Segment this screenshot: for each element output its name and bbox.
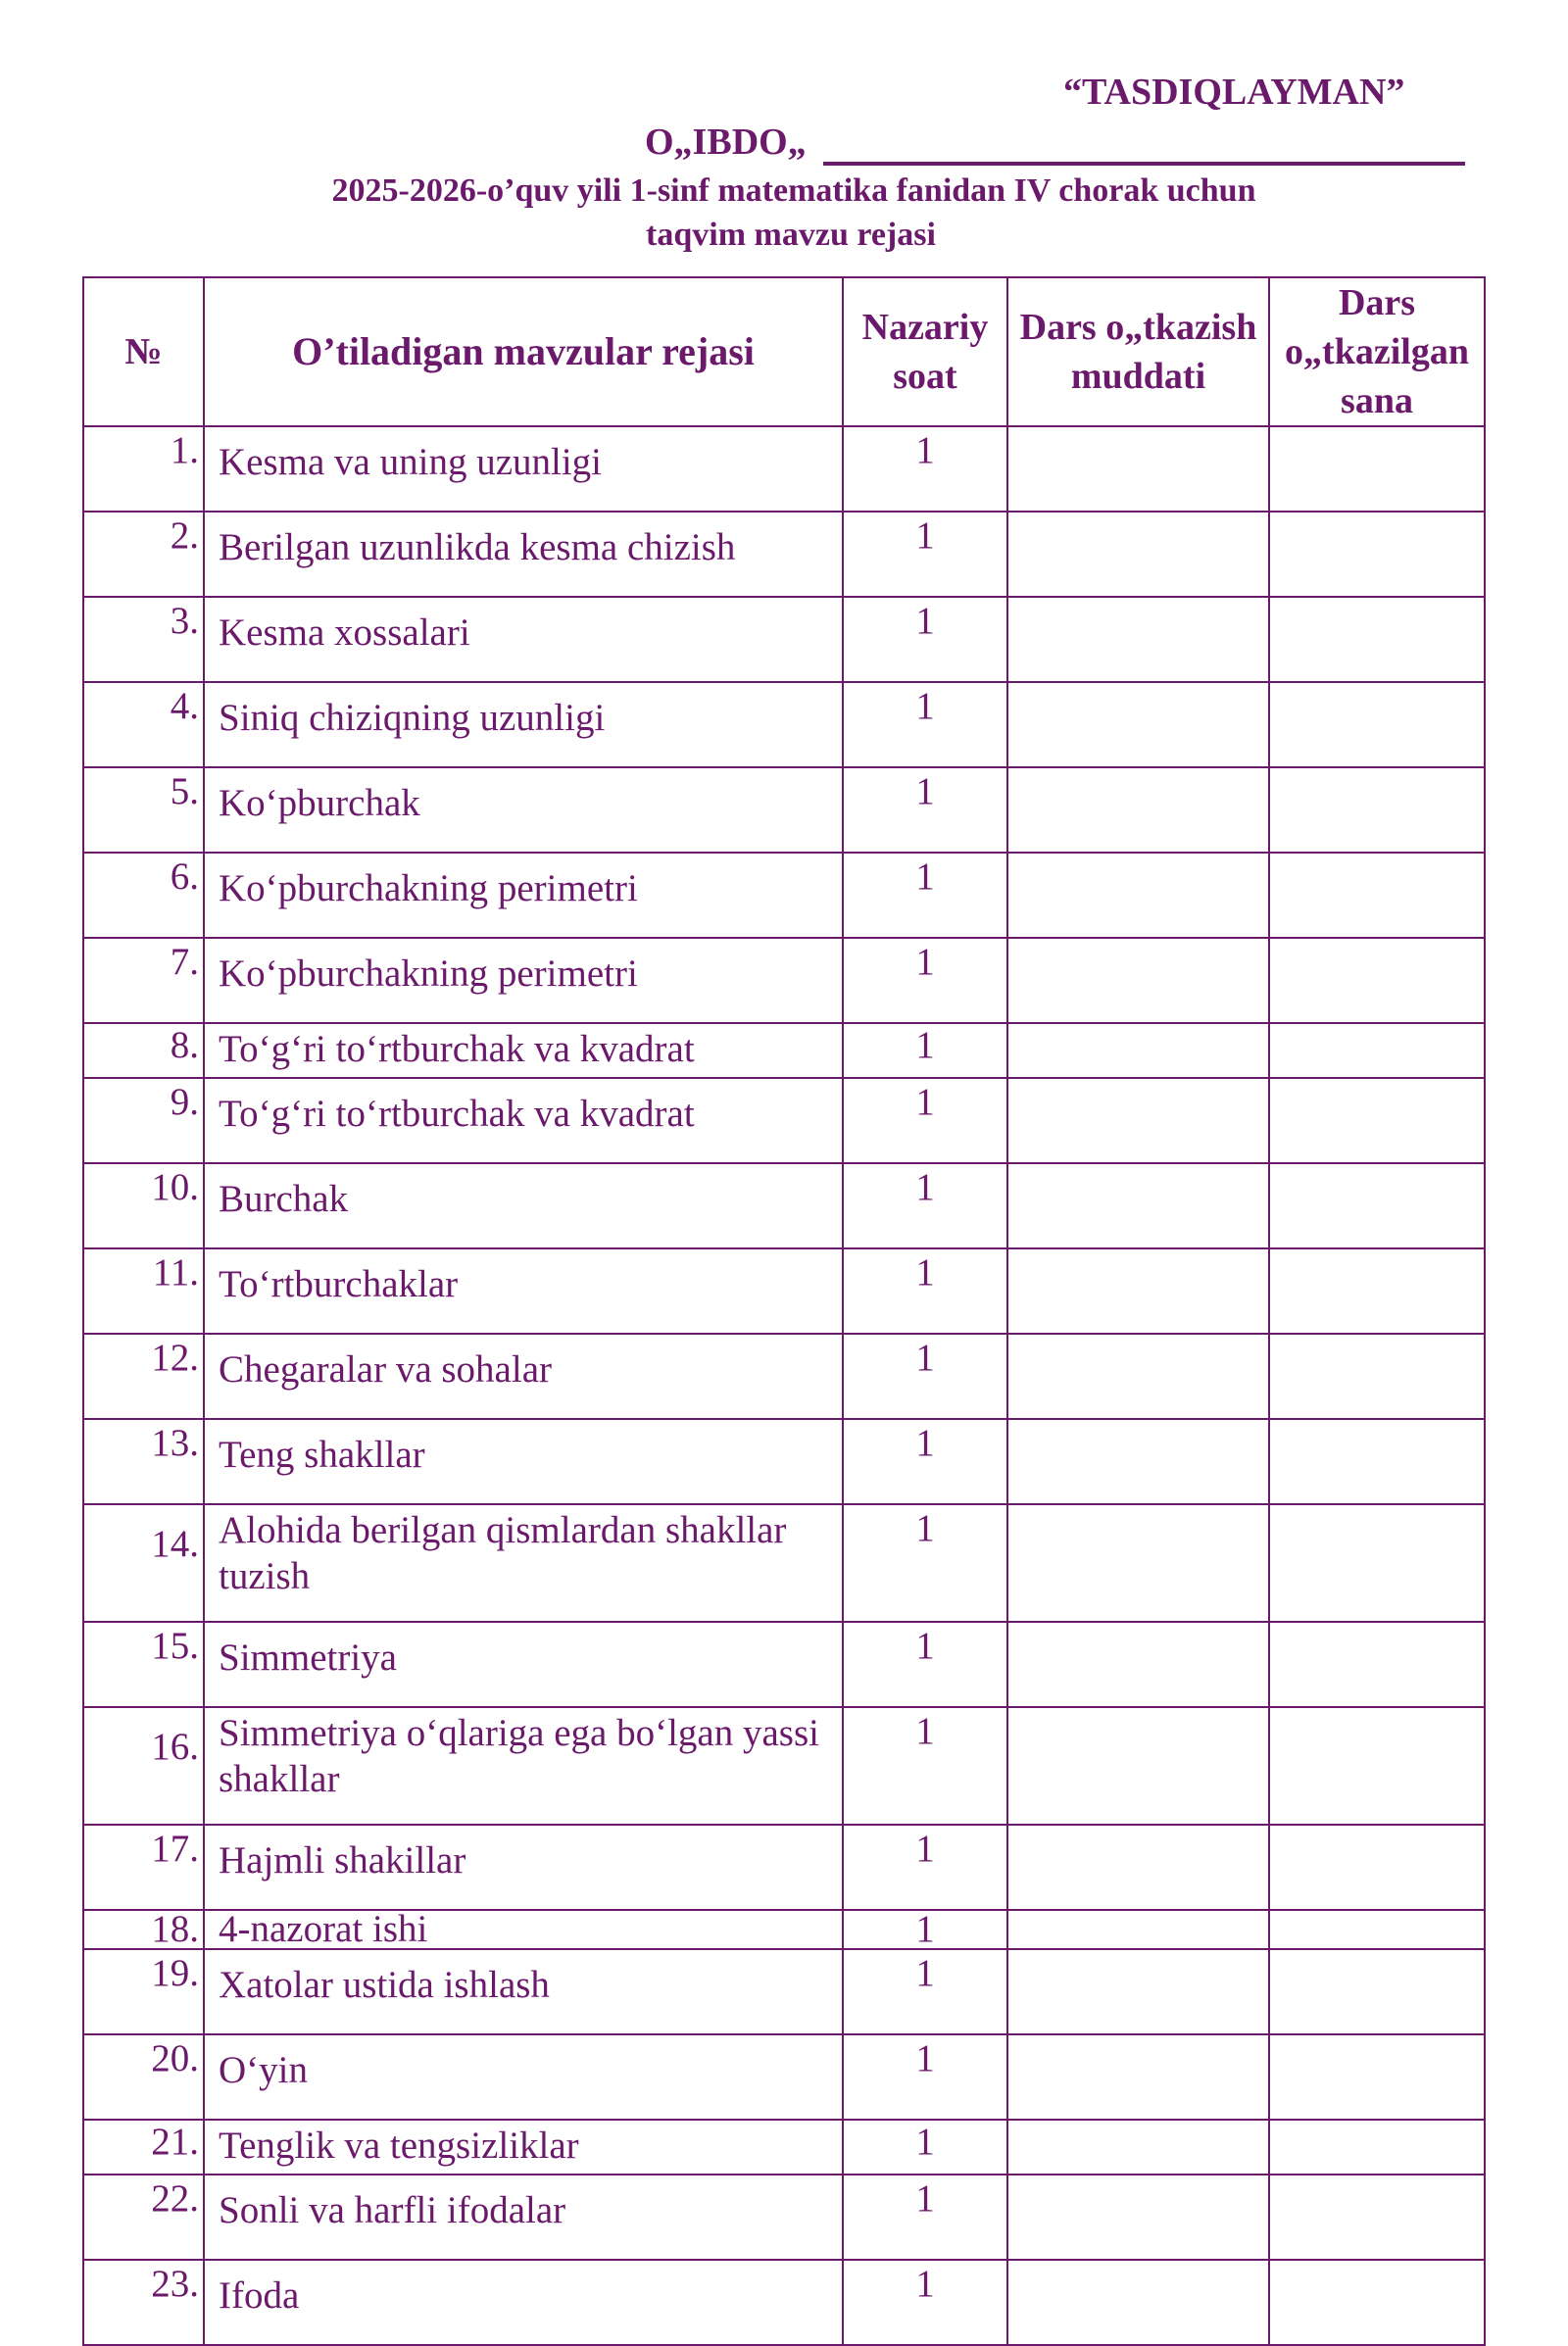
row-planned-date[interactable] bbox=[1007, 1334, 1269, 1419]
row-hours: 1 bbox=[843, 512, 1007, 597]
row-topic: Tenglik va tengsizliklar bbox=[204, 2120, 843, 2175]
row-planned-date[interactable] bbox=[1007, 938, 1269, 1023]
row-hours: 1 bbox=[843, 682, 1007, 767]
table-row bbox=[83, 1825, 1485, 1910]
row-number: 6. bbox=[83, 853, 204, 938]
row-hours: 1 bbox=[843, 2175, 1007, 2260]
row-number: 22. bbox=[83, 2175, 204, 2260]
row-number: 16. bbox=[83, 1707, 204, 1825]
row-number: 9. bbox=[83, 1078, 204, 1163]
table-row bbox=[83, 1023, 1485, 1078]
table-row bbox=[83, 938, 1485, 1023]
row-actual-date[interactable] bbox=[1269, 2175, 1485, 2260]
row-actual-date[interactable] bbox=[1269, 1023, 1485, 1078]
row-hours: 1 bbox=[843, 1419, 1007, 1504]
organization-label: O„IBDO„ bbox=[645, 122, 807, 163]
approval-heading: “TASDIQLAYMAN” bbox=[1063, 72, 1405, 113]
row-number: 19. bbox=[83, 1949, 204, 2034]
row-topic: Xatolar ustida ishlash bbox=[204, 1949, 843, 2034]
row-topic: Chegaralar va sohalar bbox=[204, 1334, 843, 1419]
row-number: 17. bbox=[83, 1825, 204, 1910]
row-planned-date[interactable] bbox=[1007, 682, 1269, 767]
column-header-planned-date: Dars o„tkazish muddati bbox=[1007, 277, 1269, 426]
row-hours: 1 bbox=[843, 1334, 1007, 1419]
row-planned-date[interactable] bbox=[1007, 767, 1269, 853]
row-hours: 1 bbox=[843, 1248, 1007, 1334]
row-actual-date[interactable] bbox=[1269, 1419, 1485, 1504]
row-actual-date[interactable] bbox=[1269, 2260, 1485, 2345]
column-header-topic: O’tiladigan mavzular rejasi bbox=[204, 277, 843, 426]
table-row bbox=[83, 512, 1485, 597]
row-actual-date[interactable] bbox=[1269, 597, 1485, 682]
row-topic: Ko‘pburchakning perimetri bbox=[204, 938, 843, 1023]
table-row bbox=[83, 1248, 1485, 1334]
column-header-hours: Nazariy soat bbox=[843, 277, 1007, 426]
table-header-row bbox=[83, 277, 1485, 426]
row-actual-date[interactable] bbox=[1269, 2120, 1485, 2175]
row-topic: Kesma xossalari bbox=[204, 597, 843, 682]
row-hours: 1 bbox=[843, 1949, 1007, 2034]
row-number: 4. bbox=[83, 682, 204, 767]
table-row bbox=[83, 767, 1485, 853]
table-row bbox=[83, 1334, 1485, 1419]
row-number: 21. bbox=[83, 2120, 204, 2175]
row-actual-date[interactable] bbox=[1269, 1825, 1485, 1910]
row-planned-date[interactable] bbox=[1007, 512, 1269, 597]
row-actual-date[interactable] bbox=[1269, 426, 1485, 512]
row-planned-date[interactable] bbox=[1007, 2175, 1269, 2260]
table-row bbox=[83, 682, 1485, 767]
row-hours: 1 bbox=[843, 767, 1007, 853]
table-row bbox=[83, 853, 1485, 938]
row-actual-date[interactable] bbox=[1269, 1910, 1485, 1949]
row-actual-date[interactable] bbox=[1269, 512, 1485, 597]
row-topic: Simmetriya o‘qlariga ega bo‘lgan yassi shakllar bbox=[204, 1707, 843, 1825]
row-hours: 1 bbox=[843, 1023, 1007, 1078]
table-row bbox=[83, 1707, 1485, 1825]
row-number: 12. bbox=[83, 1334, 204, 1419]
table-row bbox=[83, 2120, 1485, 2175]
row-planned-date[interactable] bbox=[1007, 2034, 1269, 2120]
row-planned-date[interactable] bbox=[1007, 2260, 1269, 2345]
row-number: 15. bbox=[83, 1622, 204, 1707]
row-number: 1. bbox=[83, 426, 204, 512]
table-row bbox=[83, 1419, 1485, 1504]
row-planned-date[interactable] bbox=[1007, 1248, 1269, 1334]
row-actual-date[interactable] bbox=[1269, 1163, 1485, 1248]
row-hours: 1 bbox=[843, 1707, 1007, 1825]
document-title bbox=[0, 169, 1568, 257]
row-topic: Berilgan uzunlikda kesma chizish bbox=[204, 512, 843, 597]
row-topic: Kesma va uning uzunligi bbox=[204, 426, 843, 512]
row-planned-date[interactable] bbox=[1007, 1949, 1269, 2034]
table-row bbox=[83, 2034, 1485, 2120]
row-actual-date[interactable] bbox=[1269, 767, 1485, 853]
row-number: 2. bbox=[83, 512, 204, 597]
row-planned-date[interactable] bbox=[1007, 597, 1269, 682]
row-planned-date[interactable] bbox=[1007, 1504, 1269, 1622]
row-hours: 1 bbox=[843, 1163, 1007, 1248]
row-hours: 1 bbox=[843, 2034, 1007, 2120]
table-row bbox=[83, 1910, 1485, 1949]
row-number: 11. bbox=[83, 1248, 204, 1334]
row-number: 8. bbox=[83, 1023, 204, 1078]
title-line-2: taqvim mavzu rejasi bbox=[646, 217, 936, 253]
row-number: 10. bbox=[83, 1163, 204, 1248]
row-topic: Alohida berilgan qismlardan shakllar tuzish bbox=[204, 1504, 843, 1622]
row-planned-date[interactable] bbox=[1007, 1622, 1269, 1707]
row-actual-date[interactable] bbox=[1269, 1949, 1485, 2034]
row-topic: Ifoda bbox=[204, 2260, 843, 2345]
row-actual-date[interactable] bbox=[1269, 1622, 1485, 1707]
row-topic: Simmetriya bbox=[204, 1622, 843, 1707]
row-hours: 1 bbox=[843, 1825, 1007, 1910]
row-number: 20. bbox=[83, 2034, 204, 2120]
title-line-1: 2025-2026-o’quv yili 1-sinf matematika fanidan IV chorak uchun bbox=[331, 172, 1256, 209]
table-body bbox=[83, 426, 1485, 2345]
row-hours: 1 bbox=[843, 853, 1007, 938]
row-planned-date[interactable] bbox=[1007, 1163, 1269, 1248]
row-planned-date[interactable] bbox=[1007, 1023, 1269, 1078]
row-topic: Teng shakllar bbox=[204, 1419, 843, 1504]
table-row bbox=[83, 1163, 1485, 1248]
row-topic: Ko‘pburchakning perimetri bbox=[204, 853, 843, 938]
table-row bbox=[83, 2175, 1485, 2260]
row-actual-date[interactable] bbox=[1269, 853, 1485, 938]
row-topic: Ko‘pburchak bbox=[204, 767, 843, 853]
row-hours: 1 bbox=[843, 426, 1007, 512]
row-number: 3. bbox=[83, 597, 204, 682]
row-topic: Hajmli shakillar bbox=[204, 1825, 843, 1910]
row-planned-date[interactable] bbox=[1007, 1419, 1269, 1504]
row-planned-date[interactable] bbox=[1007, 1078, 1269, 1163]
row-hours: 1 bbox=[843, 1622, 1007, 1707]
row-number: 13. bbox=[83, 1419, 204, 1504]
table-row bbox=[83, 1078, 1485, 1163]
table-row bbox=[83, 426, 1485, 512]
column-header-number: № bbox=[83, 277, 204, 426]
row-hours: 1 bbox=[843, 1504, 1007, 1622]
row-actual-date[interactable] bbox=[1269, 1248, 1485, 1334]
row-actual-date[interactable] bbox=[1269, 1504, 1485, 1622]
row-number: 14. bbox=[83, 1504, 204, 1622]
row-topic: Burchak bbox=[204, 1163, 843, 1248]
row-hours: 1 bbox=[843, 597, 1007, 682]
table-row bbox=[83, 1504, 1485, 1622]
signature-line bbox=[823, 162, 1465, 166]
table-row bbox=[83, 1622, 1485, 1707]
row-planned-date[interactable] bbox=[1007, 2120, 1269, 2175]
row-planned-date[interactable] bbox=[1007, 426, 1269, 512]
row-planned-date[interactable] bbox=[1007, 1910, 1269, 1949]
row-hours: 1 bbox=[843, 1078, 1007, 1163]
row-actual-date[interactable] bbox=[1269, 682, 1485, 767]
row-topic: 4-nazorat ishi bbox=[204, 1910, 843, 1949]
row-planned-date[interactable] bbox=[1007, 1825, 1269, 1910]
lesson-plan-table bbox=[82, 276, 1486, 2346]
row-number: 18. bbox=[83, 1910, 204, 1949]
row-topic: Sonli va harfli ifodalar bbox=[204, 2175, 843, 2260]
row-actual-date[interactable] bbox=[1269, 1334, 1485, 1419]
row-topic: To‘g‘ri to‘rtburchak va kvadrat bbox=[204, 1078, 843, 1163]
row-number: 7. bbox=[83, 938, 204, 1023]
table-row bbox=[83, 2260, 1485, 2345]
row-topic: O‘yin bbox=[204, 2034, 843, 2120]
row-hours: 1 bbox=[843, 1910, 1007, 1949]
row-actual-date[interactable] bbox=[1269, 1707, 1485, 1825]
row-hours: 1 bbox=[843, 938, 1007, 1023]
row-topic: To‘g‘ri to‘rtburchak va kvadrat bbox=[204, 1023, 843, 1078]
row-topic: To‘rtburchaklar bbox=[204, 1248, 843, 1334]
table-row bbox=[83, 1949, 1485, 2034]
table-row bbox=[83, 597, 1485, 682]
row-planned-date[interactable] bbox=[1007, 1707, 1269, 1825]
row-hours: 1 bbox=[843, 2120, 1007, 2175]
row-actual-date[interactable] bbox=[1269, 1078, 1485, 1163]
row-number: 23. bbox=[83, 2260, 204, 2345]
row-actual-date[interactable] bbox=[1269, 938, 1485, 1023]
row-actual-date[interactable] bbox=[1269, 2034, 1485, 2120]
row-planned-date[interactable] bbox=[1007, 853, 1269, 938]
row-hours: 1 bbox=[843, 2260, 1007, 2345]
column-header-actual-date: Dars o„tkazilgan sana bbox=[1269, 277, 1485, 426]
row-topic: Siniq chiziqning uzunligi bbox=[204, 682, 843, 767]
row-number: 5. bbox=[83, 767, 204, 853]
